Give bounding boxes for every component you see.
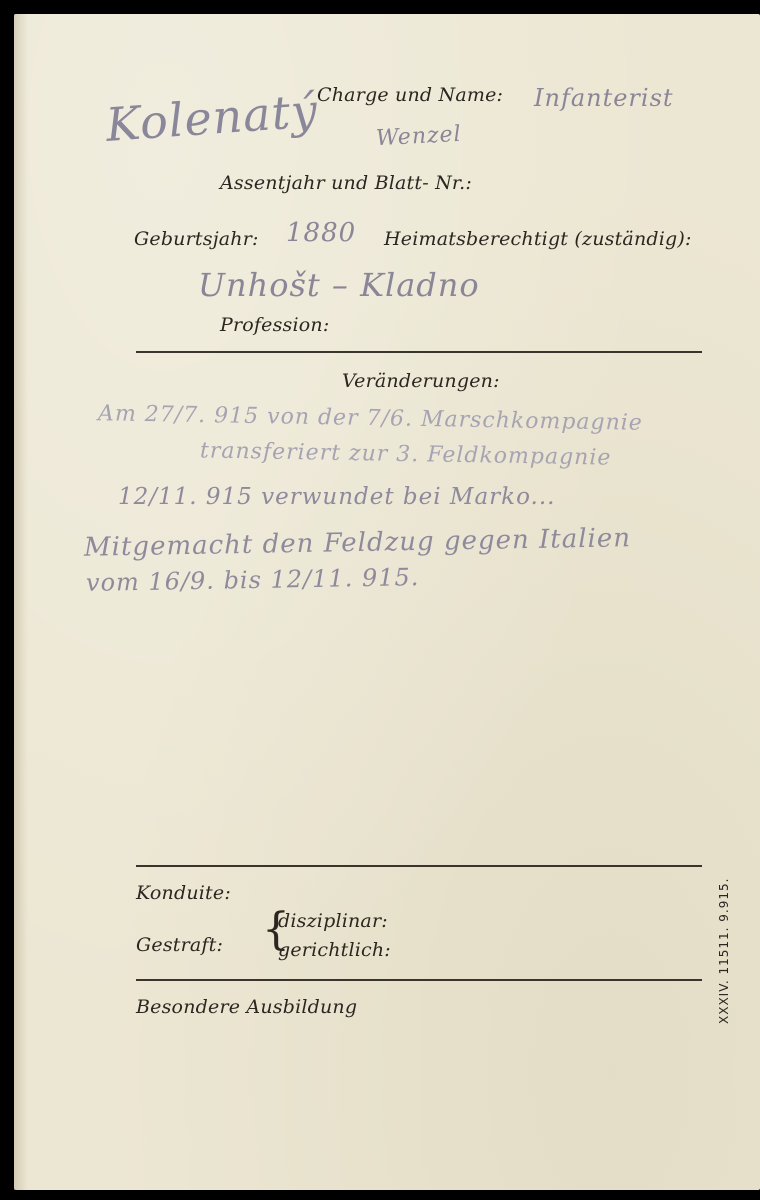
divider-top	[136, 351, 702, 353]
gestraft-label: Gestraft:	[136, 934, 224, 956]
heimat-handwriting: Unhošt – Kladno	[198, 266, 480, 304]
charge-handwriting: Infanterist	[534, 84, 674, 112]
change-line-4: Mitgemacht den Feldzug gegen Italien	[83, 523, 632, 563]
change-line-5: vom 16/9. bis 12/11. 915.	[85, 563, 420, 597]
print-code: XXXIV. 11511. 9.915.	[717, 877, 731, 1024]
charge-name-label: Charge und Name:	[317, 84, 504, 106]
record-card	[14, 14, 760, 1190]
change-line-2: transferiert zur 3. Feldkompagnie	[199, 438, 612, 471]
geburtsjahr-label: Geburtsjahr:	[134, 228, 259, 250]
ausbildung-label: Besondere Ausbildung	[136, 996, 358, 1018]
heimat-label: Heimatsberechtigt (zuständig):	[384, 228, 692, 250]
divider-middle	[136, 865, 702, 867]
brace-symbol: {	[262, 904, 290, 955]
divider-bottom	[136, 979, 702, 981]
konduite-label: Konduite:	[136, 882, 231, 904]
change-line-3: 12/11. 915 verwundet bei Marko...	[118, 484, 556, 510]
disziplinar-label: disziplinar:	[278, 910, 388, 932]
name-handwriting: Kolenatý	[104, 83, 320, 152]
veraenderungen-label: Veränderungen:	[342, 370, 500, 392]
assentjahr-label: Assentjahr und Blatt- Nr.:	[220, 172, 472, 194]
geburtsjahr-handwriting: 1880	[286, 218, 357, 248]
change-line-1: Am 27/7. 915 von der 7/6. Marschkompagnie	[97, 401, 644, 436]
profession-label: Profession:	[220, 314, 330, 336]
gerichtlich-label: gerichtlich:	[278, 939, 391, 961]
first-name-handwriting: Wenzel	[375, 121, 463, 152]
